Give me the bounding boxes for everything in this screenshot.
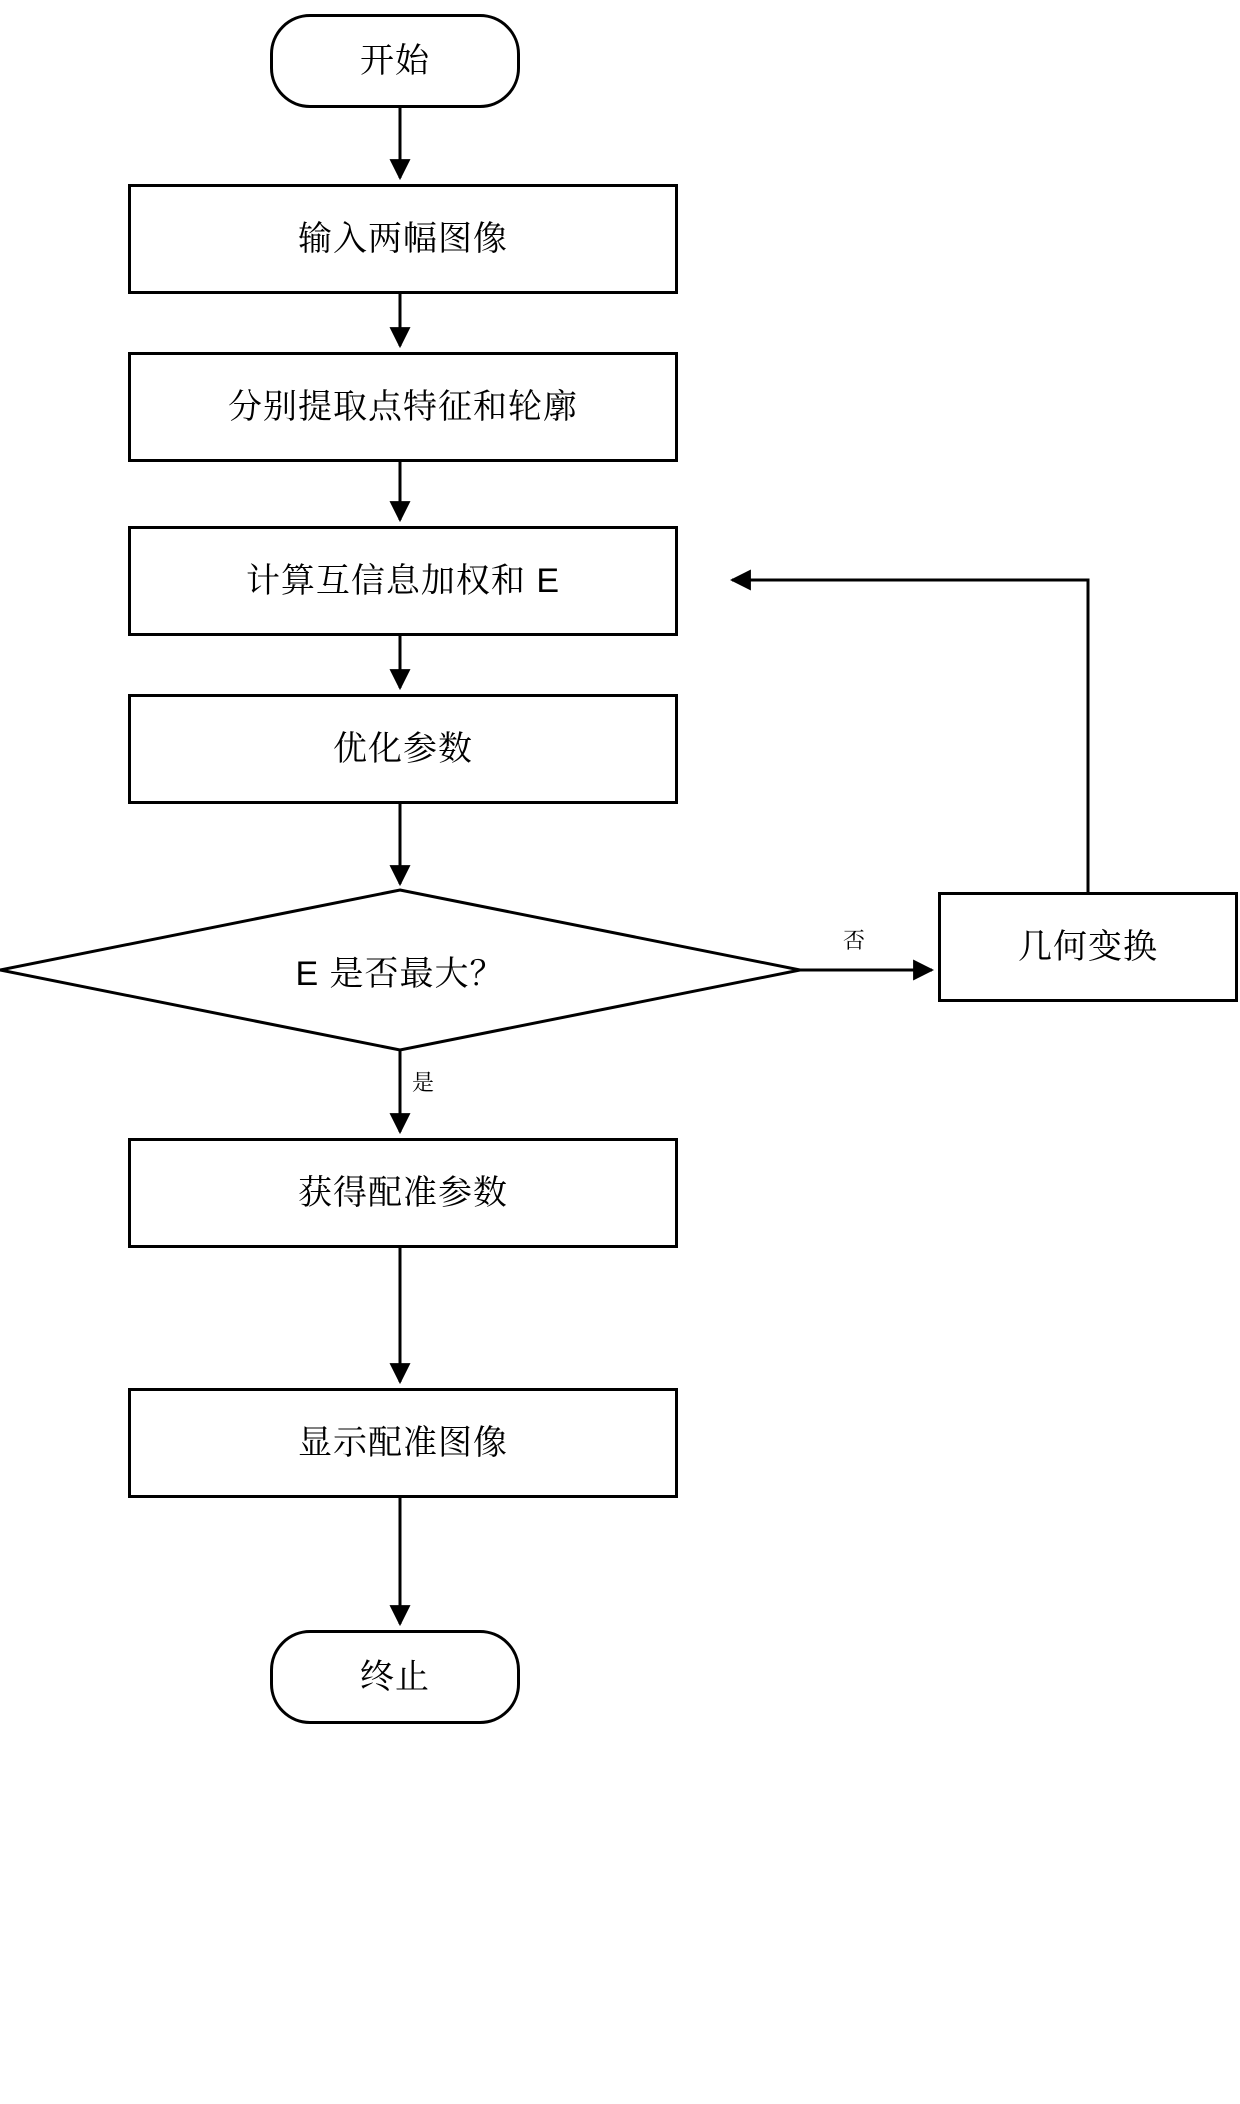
node-input-images-label: 输入两幅图像: [298, 219, 508, 258]
node-start[interactable]: [270, 14, 520, 108]
node-display-registered-image-label: 显示配准图像: [298, 1423, 508, 1462]
node-input-images[interactable]: [128, 184, 678, 294]
node-extract-features-label: 分别提取点特征和轮廓: [228, 387, 578, 426]
node-display-registered-image[interactable]: [128, 1388, 678, 1498]
node-registration-parameters-label: 获得配准参数: [298, 1173, 508, 1212]
node-decision-e-max-label: E 是否最大？: [295, 954, 505, 993]
node-geometric-transform-label: 几何变换: [1018, 927, 1158, 966]
node-optimize-parameters[interactable]: [128, 694, 678, 804]
edge-label-no: 否: [843, 928, 866, 953]
node-optimize-parameters-label: 优化参数: [333, 729, 473, 768]
node-mutual-information[interactable]: [128, 526, 678, 636]
node-registration-parameters[interactable]: [128, 1138, 678, 1248]
node-decision-e-max[interactable]: [100, 935, 700, 1005]
node-end[interactable]: [270, 1630, 520, 1724]
node-geometric-transform[interactable]: [938, 892, 1238, 1002]
connector-transform-to-mutual: [732, 580, 1088, 892]
node-extract-features[interactable]: [128, 352, 678, 462]
edge-label-yes: 是: [412, 1070, 435, 1095]
node-end-label: 终止: [360, 1657, 430, 1696]
node-mutual-information-label: 计算互信息加权和 E: [245, 561, 561, 600]
node-start-label: 开始: [360, 41, 430, 80]
